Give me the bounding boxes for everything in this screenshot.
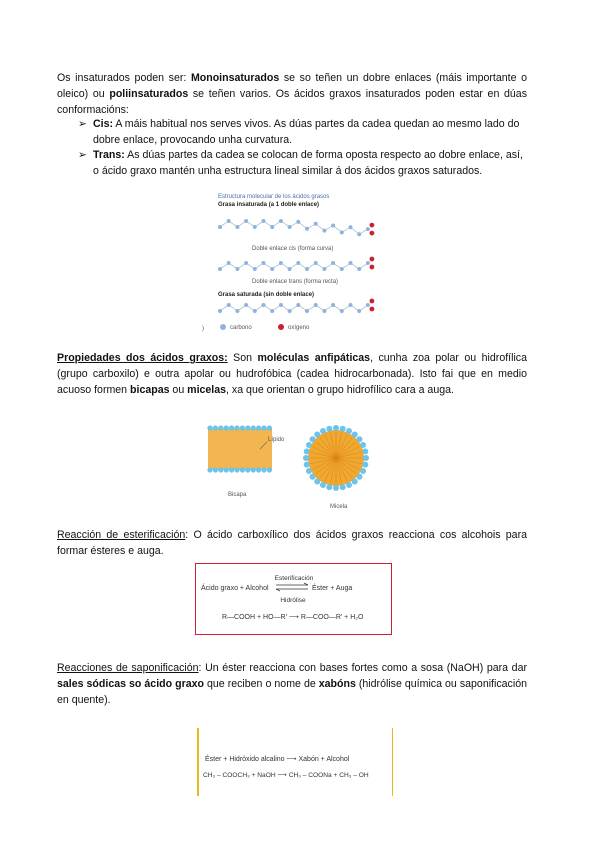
carbon-atom <box>331 303 335 307</box>
polar-head <box>356 474 362 480</box>
polar-head <box>352 478 358 484</box>
carbon-atom <box>270 267 274 271</box>
cis-chain <box>218 219 374 236</box>
polar-head <box>340 426 346 432</box>
label-lipid: Lípido <box>268 437 285 443</box>
carbon-atom <box>218 225 222 229</box>
arrow-label-esterification: Esterificación <box>274 575 314 582</box>
carbon-atom <box>253 225 257 229</box>
carbon-atom <box>279 219 283 223</box>
polar-head <box>326 426 332 432</box>
arrow-label-hydrolysis: Hidrólise <box>280 597 306 604</box>
polar-head <box>251 425 256 430</box>
polar-head <box>261 467 266 472</box>
carbon-atom <box>314 222 318 226</box>
oxygen-atom <box>370 299 375 304</box>
label-bicapa: Bicapa <box>228 492 247 498</box>
polar-head <box>306 468 312 474</box>
polar-head <box>362 462 368 468</box>
label-micela: Micela <box>330 504 348 510</box>
carbon-atom <box>244 261 248 265</box>
intro-paragraph: Os insaturados poden ser: Monoinsaturados se so teñen un dobre enlaces (máis importante o oleico) ou poliinsaturados se teñen varios. Os ácidos graxos insaturados poden estar en dúas conformacións: <box>57 72 527 116</box>
carbon-atom <box>253 267 257 271</box>
trans-chain <box>218 257 374 271</box>
carbon-atom <box>366 303 370 307</box>
carbon-atom <box>288 267 292 271</box>
carbon-atom <box>314 303 318 307</box>
polar-head <box>340 484 346 490</box>
carbon-atom <box>357 267 361 271</box>
carbon-atom <box>314 261 318 265</box>
polar-head <box>356 436 362 442</box>
polar-head <box>333 425 339 431</box>
carbon-atom <box>262 261 266 265</box>
oxygen-atom <box>370 231 375 236</box>
carbon-atom <box>244 219 248 223</box>
carbon-atom <box>218 309 222 313</box>
carbon-atom <box>340 309 344 313</box>
carbon-atom <box>279 303 283 307</box>
polar-head <box>320 482 326 488</box>
polar-head <box>213 467 218 472</box>
polar-head <box>362 448 368 454</box>
carbon-atom <box>262 303 266 307</box>
polar-head <box>314 432 320 438</box>
polar-head <box>245 425 250 430</box>
carbon-atom <box>340 267 344 271</box>
oxygen-atom <box>370 265 375 270</box>
fig1-caption-trans: Doble enlace trans (forma recta) <box>252 279 339 285</box>
carbon-atom <box>366 261 370 265</box>
saturated-chain <box>218 299 374 313</box>
polar-head <box>267 425 272 430</box>
polar-head <box>363 455 369 461</box>
saponification-box <box>197 728 393 796</box>
properties-paragraph: Propiedades dos ácidos graxos: Son moléculas anfipáticas, cunha zoa polar ou hidrofílica (grupo carboxilo) e outra apolar ou hudrofóbica (cadea hidrocarbonada). Isto fai que en medio acuoso formen bicapas ou micelas, xa que orientan o grupo hidrofílico cara a auga. <box>57 352 527 396</box>
carbon-atom <box>288 309 292 313</box>
carbon-atom <box>322 267 326 271</box>
polar-head <box>360 442 366 448</box>
polar-head <box>234 467 239 472</box>
carbon-atom <box>366 227 370 231</box>
oxygen-atom <box>370 307 375 312</box>
carbon-atom <box>227 261 231 265</box>
polar-head <box>320 428 326 434</box>
esterification-box <box>195 563 392 635</box>
fig1-sub-saturated: Grasa saturada (sin doble enlace) <box>218 292 315 298</box>
arrow-bullet-icon: ➢ <box>78 149 87 161</box>
polar-head <box>306 442 312 448</box>
fig1-title: Estructura molecular de los ácidos grasos <box>218 194 330 200</box>
bullet-trans: ➢ Trans: As dúas partes da cadea se colocan de forma oposta respecto ao dobre enlace, así, o ácido graxo mantén unha estructura lineal similar á dos ácidos graxos saturados. <box>78 149 523 177</box>
fatty-acid-structure-figure <box>200 188 390 336</box>
legend-carbon-label: carbono <box>230 325 252 331</box>
carbon-atom <box>235 267 239 271</box>
saponification-word-equation: Éster + Hidróxido alcalino ⟶ Xabón + Alcohol <box>205 756 350 763</box>
oxygen-atom <box>370 257 375 262</box>
carbon-atom <box>296 303 300 307</box>
carbon-atom <box>322 229 326 233</box>
carbon-atom <box>227 219 231 223</box>
oxygen-atom <box>370 223 375 228</box>
legend-oxygen-label: oxígeno <box>288 325 310 331</box>
polar-head <box>310 474 316 480</box>
carbon-atom <box>270 309 274 313</box>
carbon-atom <box>305 227 309 231</box>
bilayer-diagram <box>207 425 272 472</box>
legend-carbon-dot <box>220 324 226 330</box>
polar-head <box>218 425 223 430</box>
polar-head <box>303 455 309 461</box>
polar-head <box>224 467 229 472</box>
carbon-atom <box>279 261 283 265</box>
polar-head <box>346 428 352 434</box>
fig1-corner-mark: ) <box>202 326 204 332</box>
polar-head <box>218 467 223 472</box>
fig1-sub-unsaturated: Grasa insaturada (a 1 doble enlace) <box>218 202 320 208</box>
carbon-atom <box>270 225 274 229</box>
polar-head <box>267 467 272 472</box>
polar-head <box>240 425 245 430</box>
polar-head <box>229 467 234 472</box>
polar-head <box>245 467 250 472</box>
polar-head <box>304 448 310 454</box>
polar-head <box>256 425 261 430</box>
carbon-atom <box>296 261 300 265</box>
polar-head <box>207 467 212 472</box>
polar-head <box>251 467 256 472</box>
saponification-paragraph: Reacciones de saponificación: Un éster reacciona con bases fortes como a sosa (NaOH) para dar sales sódicas so ácido graxo que reciben o nome de xabóns (hidrólise química ou saponificación en quente). <box>57 662 527 706</box>
bilayer-micelle-figure <box>200 416 370 516</box>
carbon-atom <box>235 225 239 229</box>
carbon-atom <box>349 261 353 265</box>
carbon-atom <box>305 309 309 313</box>
polar-head <box>314 478 320 484</box>
polar-head <box>326 484 332 490</box>
polar-head <box>346 482 352 488</box>
esterification-paragraph: Reacción de esterificación: O ácido carboxílico dos ácidos graxos reacciona cos alcohois para formar ésteres e auga. <box>57 529 527 557</box>
polar-head <box>234 425 239 430</box>
carbon-atom <box>296 220 300 224</box>
polar-head <box>333 485 339 491</box>
polar-head <box>207 425 212 430</box>
carbon-atom <box>349 225 353 229</box>
polar-head <box>213 425 218 430</box>
carbon-atom <box>218 267 222 271</box>
legend-oxygen-dot <box>278 324 284 330</box>
carbon-atom <box>322 309 326 313</box>
carbon-atom <box>331 224 335 228</box>
arrow-bullet-icon: ➢ <box>78 118 87 130</box>
polar-head <box>360 468 366 474</box>
polar-head <box>352 432 358 438</box>
fig1-caption-cis: Doble enlace cis (forma curva) <box>252 246 334 252</box>
equation-lhs: Ácido graxo + Alcohol <box>201 585 269 592</box>
carbon-atom <box>244 303 248 307</box>
polar-head <box>310 436 316 442</box>
carbon-atom <box>235 309 239 313</box>
carbon-atom <box>262 219 266 223</box>
polar-head <box>256 467 261 472</box>
bullet-cis: ➢ Cis: A máis habitual nos serves vivos. As dúas partes da cadea quedan ao mesmo lado do dobre enlace, provocando unha curvatura. <box>78 118 520 146</box>
polar-head <box>224 425 229 430</box>
carbon-atom <box>349 303 353 307</box>
carbon-atom <box>227 303 231 307</box>
esterification-formula: R—COOH + HO—R' ⟶ R—COO—R' + H₂O <box>222 614 364 621</box>
saponification-formula: CH₃ – COOCH₃ + NaOH ⟶ CH₃ – COONa + CH₃ – OH <box>203 772 369 779</box>
carbon-atom <box>305 267 309 271</box>
carbon-atom <box>357 309 361 313</box>
carbon-atom <box>357 232 361 236</box>
carbon-atom <box>288 225 292 229</box>
carbon-atom <box>340 230 344 234</box>
carbon-atom <box>331 261 335 265</box>
polar-head <box>229 425 234 430</box>
polar-head <box>261 425 266 430</box>
carbon-atom <box>253 309 257 313</box>
polar-head <box>304 462 310 468</box>
equation-rhs: Éster + Auga <box>312 585 353 592</box>
micelle-diagram <box>303 425 369 491</box>
polar-head <box>240 467 245 472</box>
